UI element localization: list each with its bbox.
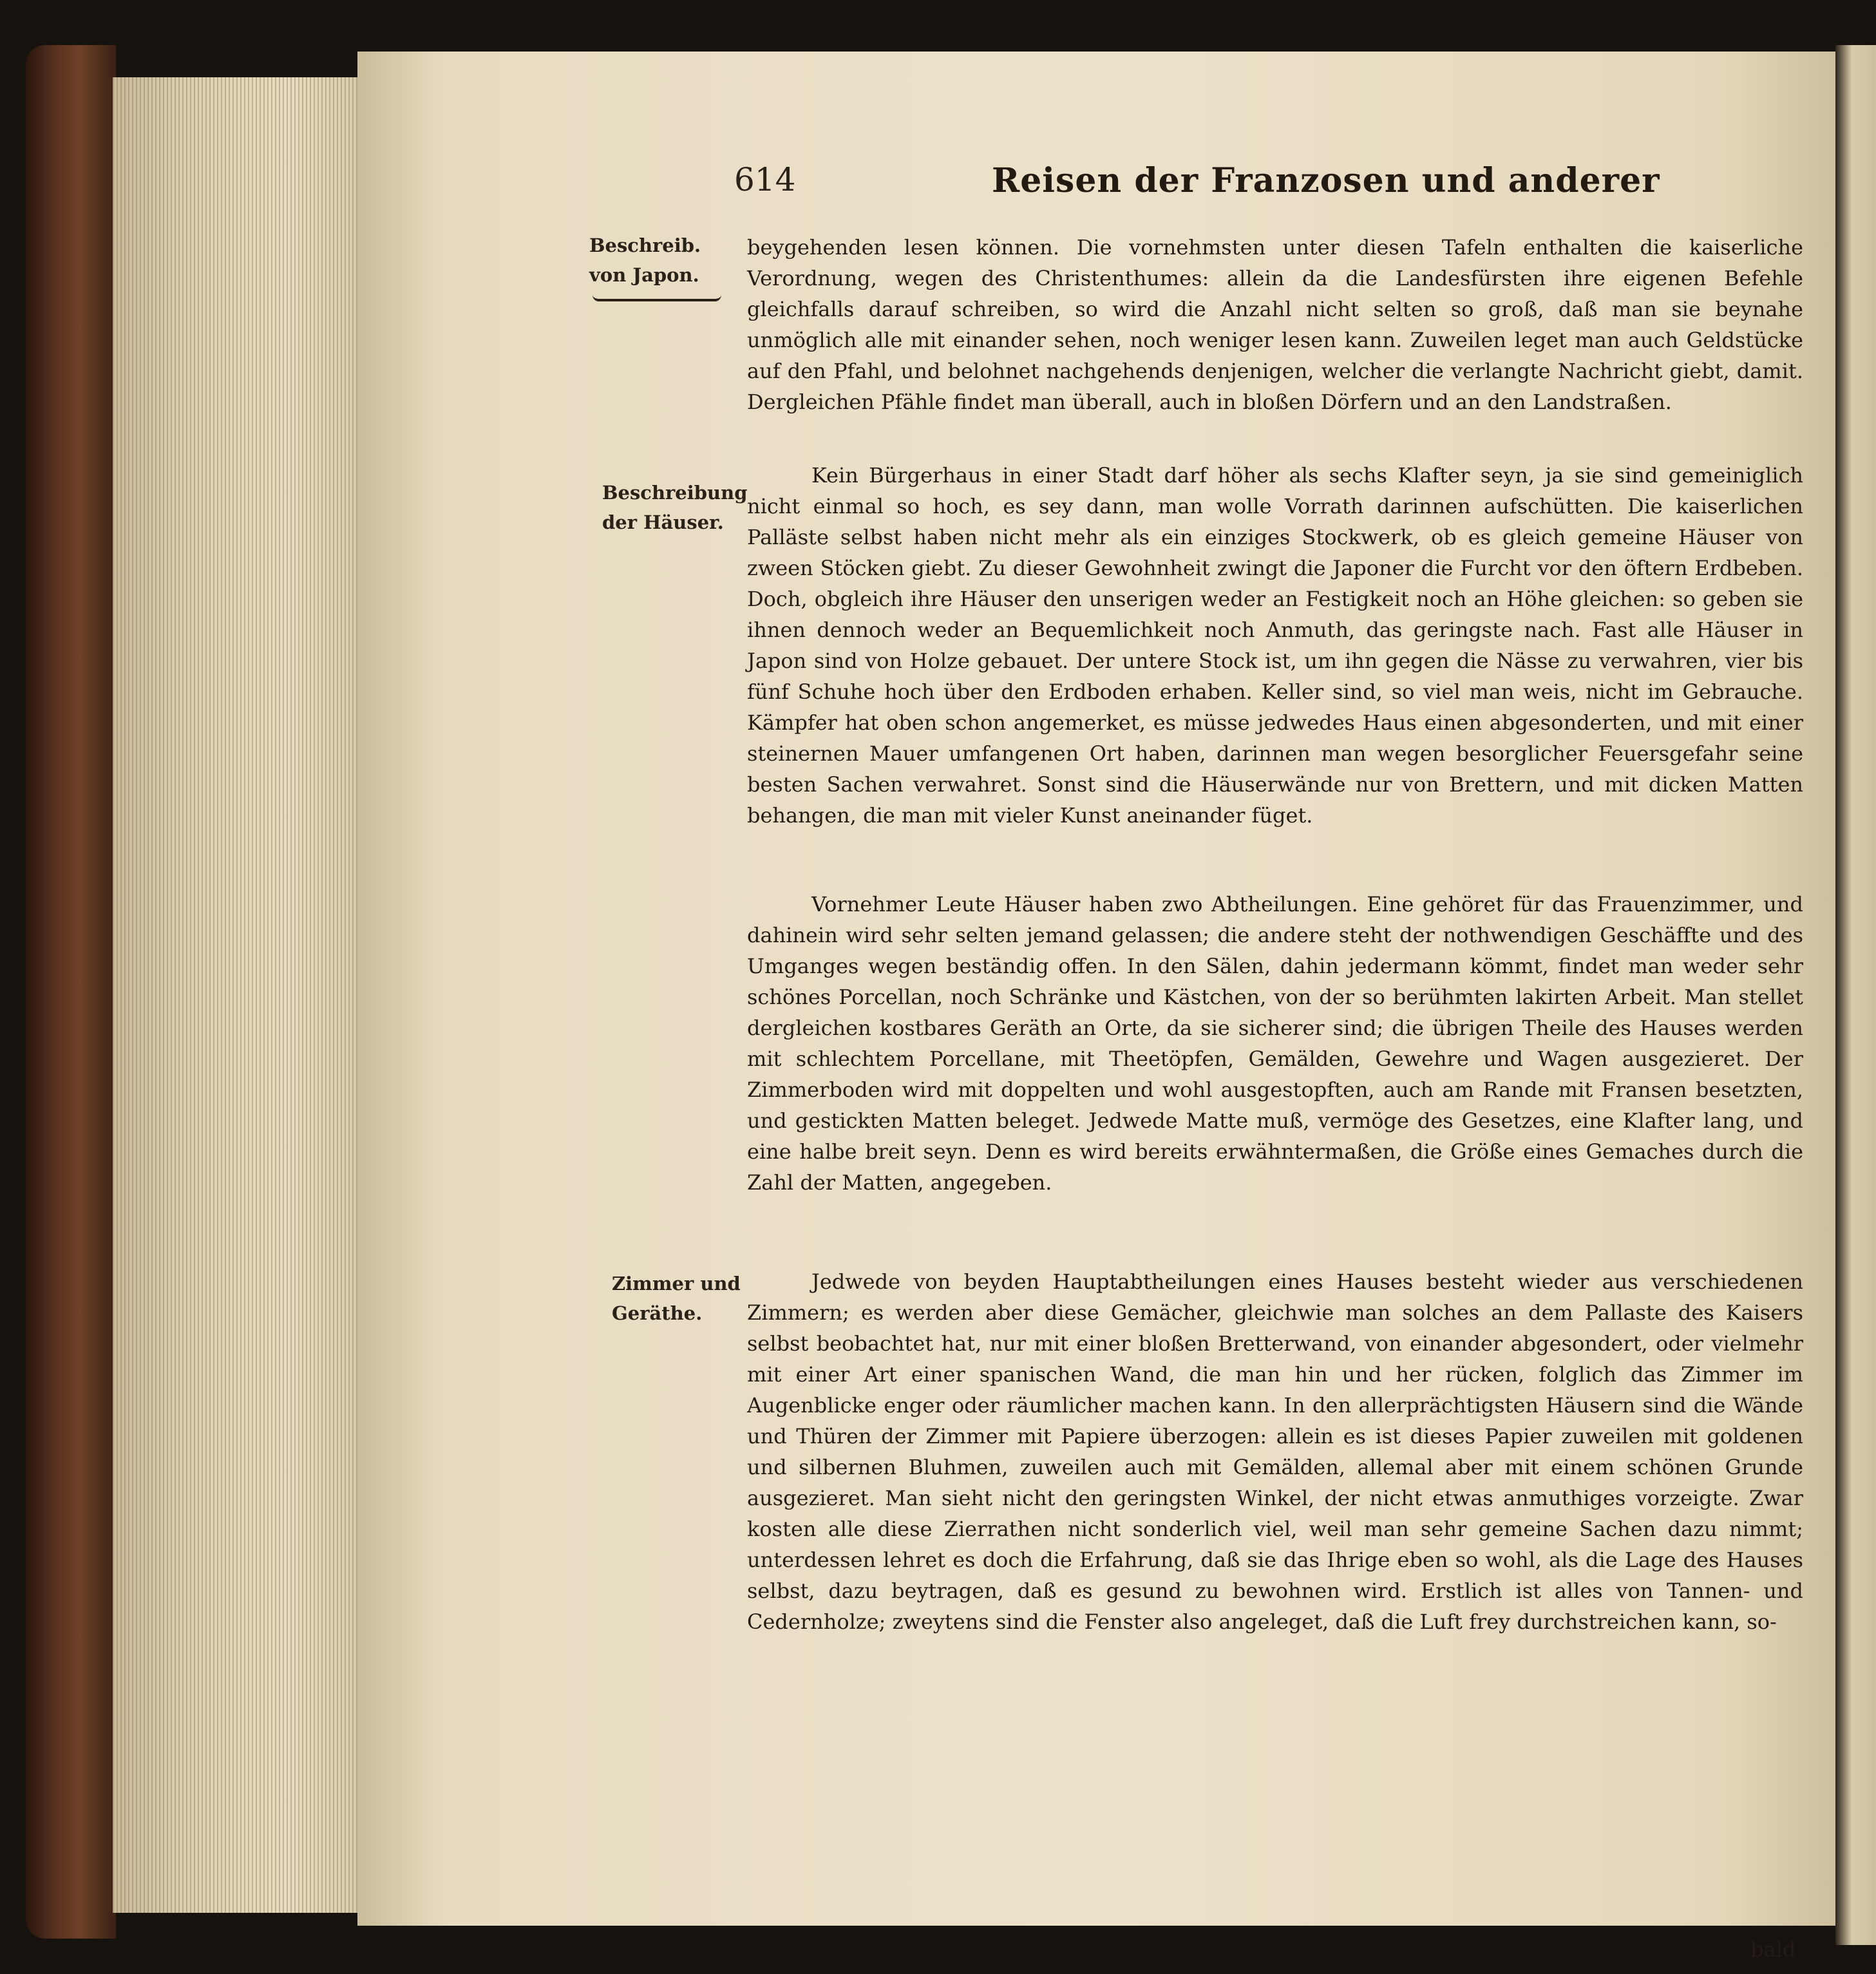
margin-note-houses: Beschreibung der Häuser. xyxy=(602,482,748,533)
page-block-edges xyxy=(113,77,361,1913)
catchword: bald xyxy=(1750,1937,1796,1962)
page-number: 614 xyxy=(734,161,796,198)
paragraph-3 xyxy=(747,889,1803,1198)
paragraph-text: Vornehmer Leute Häuser haben zwo Abtheilungen. Eine gehöret für das Frauenzimmer, und dahinein wird sehr selten jemand gelassen; die andere steht der nothwendigen Geschäffte und des Umganges wegen beständig offen. In den Sälen, dahin jedermann kömmt, findet man weder sehr schönes Porcellan, noch Schränke und Kästchen, von der so berühmten lakirten Arbeit. Man stellet dergleichen kostbares Geräth an Orte, da sie sicherer sind; die übrigen Theile des Hauses werden mit schlechtem Porcellane, mit Theetöpfen, Gemälden, Gewehre und Wagen ausgezieret. Der Zimmerboden wird mit doppelten und wohl ausgestopften, auch am Rande mit Fransen besetzten, und gestickten Matten beleget. Jedwede Matte muß, vermöge des Gesetzes, eine Klafter lang, und eine halbe breit seyn. Denn es wird bereits erwähntermaßen, die Größe eines Gemaches durch die Zahl der Matten, angegeben. xyxy=(747,892,1803,1195)
paragraph-text: beygehenden lesen können. Die vornehmsten unter diesen Tafeln enthalten die kaiserliche Verordnung, wegen des Christenthumes: allein da die Landesfürsten ihre eigenen Befehle gleichfalls darauf schreiben, so wird die Anzahl nicht selten so groß, daß man sie beynahe unmöglich alle mit einander sehen, noch weniger lesen kann. Zuweilen leget man auch Geldstücke auf den Pfahl, und belohnet nachgehends denjenigen, welcher die verlangte Nachricht giebt, damit. Dergleichen Pfähle findet man überall, auch in bloßen Dörfern und an den Landstraßen. xyxy=(747,235,1803,414)
paragraph-1 xyxy=(747,232,1803,417)
margin-brace-ornament xyxy=(592,295,721,301)
margin-note-description: Beschreib. von Japon. xyxy=(589,234,701,286)
paragraph-text: Kein Bürgerhaus in einer Stadt darf höher als sechs Klafter seyn, ja sie sind gemeiniglich nicht einmal so hoch, es sey dann, man wolle Vorrath darinnen aufschütten. Die kaiserlichen Palläste selbst haben nicht mehr als ein einziges Stockwerk, ob es gleich gemeine Häuser von zween Stöcken giebt. Zu dieser Gewohnheit zwingt die Japoner die Furcht vor den öftern Erdbeben. Doch, obgleich ihre Häuser den unserigen weder an Festigkeit noch an Höhe gleichen: so geben sie ihnen dennoch weder an Bequemlichkeit noch Anmuth, das geringste nach. Fast alle Häuser in Japon sind von Holze gebauet. Der untere Stock ist, um ihn gegen die Nässe zu verwahren, vier bis fünf Schuhe hoch über den Erdboden erhaben. Keller sind, so viel man weis, nicht im Gebrauche. Kämpfer hat oben schon angemerket, es müsse jedwedes Haus einen abgesonderten, und mit einer steinernen Mauer umfangenen Ort haben, darinnen man wegen besorglicher Feuersgefahr seine besten Sachen verwahret. Sonst sind die Häuserwände nur von Brettern, und mit dicken Matten behangen, die man mit vieler Kunst aneinander füget. xyxy=(747,463,1803,828)
paragraph-text: Jedwede von beyden Hauptabtheilungen eines Hauses besteht wieder aus verschiedenen Zimmern; es werden aber diese Gemächer, gleichwie man solches an dem Pallaste des Kaisers selbst beobachtet hat, nur mit einer bloßen Bretterwand, von einander abgesondert, oder vielmehr mit einer Art einer spanischen Wand, die man hin und her rücken, folglich das Zimmer im Augenblicke enger oder räumlicher machen kann. In den allerprächtigsten Häusern sind die Wände und Thüren der Zimmer mit Papiere überzogen: allein es ist dieses Papier zuweilen mit goldenen und silbernen Bluhmen, zuweilen auch mit Gemälden, allemal aber mit einem schönen Grunde ausgezieret. Man sieht nicht den geringsten Winkel, der nicht etwas anmuthiges vorzeigte. Zwar kosten alle diese Zierrathen nicht sonderlich viel, weil man sehr gemeine Sachen dazu nimmt; unterdessen lehret es doch die Erfahrung, daß sie das Ihrige eben so wohl, als die Lage des Hauses selbst, dazu beytragen, daß es gesund zu bewohnen wird. Erstlich ist alles von Tannen- und Cedernholze; zweytens sind die Fenster also angeleget, daß die Luft frey durchstreichen kann, so- xyxy=(747,1269,1803,1634)
running-title: Reisen der Franzosen und anderer xyxy=(992,161,1660,200)
paragraph-2 xyxy=(747,460,1803,831)
paragraph-4 xyxy=(747,1266,1803,1637)
page-header xyxy=(734,161,1660,213)
book-cover-edge xyxy=(26,45,116,1939)
facing-page-edge xyxy=(1835,45,1876,1945)
margin-note-rooms: Zimmer und Geräthe. xyxy=(612,1273,741,1324)
